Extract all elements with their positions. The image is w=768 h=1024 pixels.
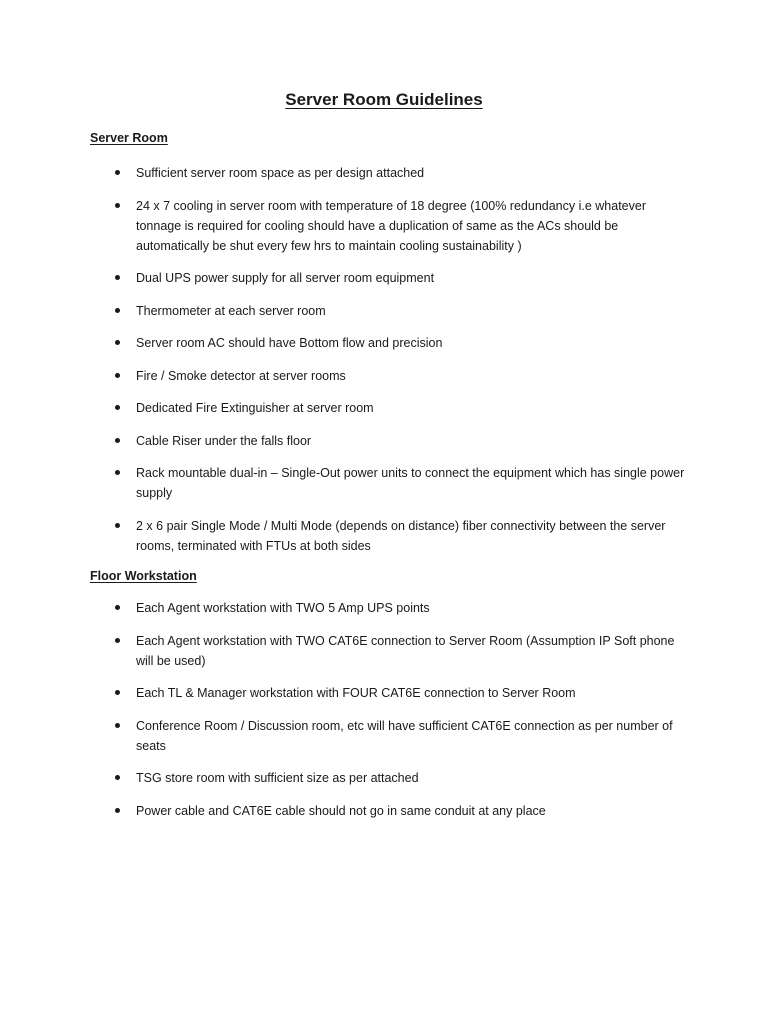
bullet-text: Each Agent workstation with TWO CAT6E connection to Server Room (Assumption IP Soft phone will be used) (136, 633, 675, 668)
section-heading-floor-workstation: Floor Workstation (90, 569, 197, 583)
bullet-text: Cable Riser under the falls floor (136, 433, 312, 448)
bullet-text: Dedicated Fire Extinguisher at server room (136, 401, 374, 415)
bullet-text: Rack mountable dual-in – Single-Out power units to connect the equipment which has single power supply (136, 466, 685, 500)
bullet-text: 24 x 7 cooling in server room with temperature of 18 degree (100% redundancy i.e whatever tonnage is required for cooling should have a duplication of same as the ACs should be automatically be shut every few hrs to maintain cooling sustainability ) (136, 198, 647, 253)
bullet-text: Fire / Smoke detector at server rooms (136, 368, 346, 383)
bullet-text: Sufficient server room space as per design attached (136, 166, 425, 180)
bullet-item (0, 598, 768, 618)
bullet-dot-icon (115, 638, 120, 643)
bullet-item (0, 431, 768, 451)
section-heading-server-room: Server Room (90, 131, 168, 145)
document-title: Server Room Guidelines (285, 90, 483, 109)
bullet-dot-icon (115, 170, 120, 175)
floor-workstation-bullet-list (0, 598, 768, 833)
bullet-text: Each TL & Manager workstation with FOUR CAT6E connection to Server Room (136, 686, 576, 700)
bullet-item (0, 268, 768, 288)
bullet-dot-icon (115, 438, 120, 443)
bullet-item (0, 163, 768, 183)
bullet-text: Thermometer at each server room (136, 303, 326, 318)
bullet-item (0, 631, 768, 671)
bullet-item (0, 716, 768, 756)
bullet-dot-icon (115, 340, 120, 345)
bullet-dot-icon (115, 203, 120, 208)
bullet-text: TSG store room with sufficient size as per attached (136, 771, 419, 785)
bullet-dot-icon (115, 373, 120, 378)
bullet-text: 2 x 6 pair Single Mode / Multi Mode (depends on distance) fiber connectivity between the server rooms, terminated with FTUs at both sides (136, 518, 666, 553)
bullet-dot-icon (115, 470, 120, 475)
bullet-text: Each Agent workstation with TWO 5 Amp UPS points (136, 601, 430, 615)
bullet-dot-icon (115, 605, 120, 610)
bullet-item (0, 366, 768, 386)
bullet-item (0, 398, 768, 418)
bullet-dot-icon (115, 523, 120, 528)
bullet-text: Dual UPS power supply for all server room equipment (136, 271, 435, 285)
bullet-text: Server room AC should have Bottom flow and precision (136, 336, 443, 350)
server-room-bullet-list (0, 163, 768, 568)
bullet-dot-icon (115, 405, 120, 410)
bullet-dot-icon (115, 808, 120, 813)
bullet-dot-icon (115, 275, 120, 280)
bullet-item (0, 768, 768, 788)
bullet-item (0, 196, 768, 256)
bullet-item (0, 463, 768, 503)
bullet-text: Conference Room / Discussion room, etc will have sufficient CAT6E connection as per number of seats (136, 718, 673, 753)
bullet-item (0, 333, 768, 353)
bullet-dot-icon (115, 775, 120, 780)
bullet-item (0, 801, 768, 821)
bullet-dot-icon (115, 308, 120, 313)
bullet-item (0, 301, 768, 321)
bullet-item (0, 683, 768, 703)
bullet-item (0, 516, 768, 556)
bullet-text: Power cable and CAT6E cable should not go in same conduit at any place (136, 803, 546, 818)
bullet-dot-icon (115, 723, 120, 728)
bullet-dot-icon (115, 690, 120, 695)
